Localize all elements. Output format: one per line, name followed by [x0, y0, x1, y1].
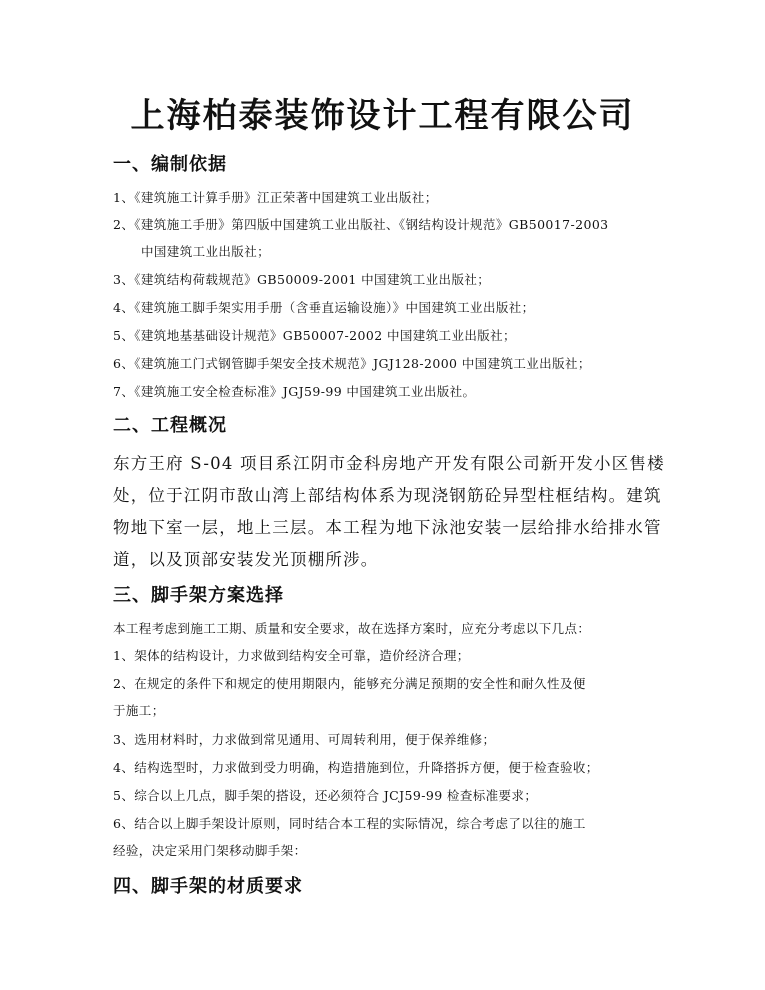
company-title: 上海柏泰装饰设计工程有限公司 [130, 96, 635, 136]
plan-line-3: 3、选用材料时，力求做到常见通用、可周转利用，便于保养维修； [113, 732, 496, 747]
section-heading-scaffold-plan: 三、脚手架方案选择 [113, 585, 284, 606]
overview-line-3: 物地下室一层，地上三层。本工程为地下泳池安装一层给排水给排水管 [113, 518, 662, 537]
section-heading-overview: 二、工程概况 [113, 415, 227, 436]
basis-line-4: 4、《建筑施工脚手架实用手册（含垂直运输设施）》中国建筑工业出版社； [113, 300, 535, 315]
basis-line-2: 2、《建筑施工手册》第四版中国建筑工业出版社、《钢结构设计规范》GB50017-2003 [113, 217, 609, 232]
basis-line-3: 3、《建筑结构荷载规范》GB50009-2001 中国建筑工业出版社； [113, 272, 491, 287]
section-heading-material: 四、脚手架的材质要求 [113, 876, 303, 897]
basis-line-5: 5、《建筑地基基础设计规范》GB50007-2002 中国建筑工业出版社； [113, 328, 516, 343]
basis-line-7: 7、《建筑施工安全检查标准》JGJ59-99 中国建筑工业出版社。 [113, 384, 476, 399]
plan-line-4: 4、结构选型时，力求做到受力明确，构造措施到位，升降搭拆方便，便于检查验收； [113, 760, 599, 775]
plan-line-1: 1、架体的结构设计，力求做到结构安全可靠，造价经济合理； [113, 648, 470, 663]
section-heading-basis: 一、编制依据 [113, 154, 227, 175]
overview-line-4: 道，以及顶部安装发光顶棚所涉。 [113, 550, 379, 569]
plan-line-6: 6、结合以上脚手架设计原则，同时结合本工程的实际情况，综合考虑了以往的施工 [113, 816, 586, 831]
plan-line-intro: 本工程考虑到施工工期、质量和安全要求，故在选择方案时，应充分考虑以下几点： [113, 621, 591, 636]
basis-line-6: 6、《建筑施工门式钢管脚手架安全技术规范》JGJ128-2000 中国建筑工业出版社； [113, 356, 591, 371]
basis-line-2-cont: 中国建筑工业出版社； [141, 244, 271, 259]
overview-line-1: 东方王府 S-04 项目系江阴市金科房地产开发有限公司新开发小区售楼 [113, 454, 665, 473]
plan-line-5: 5、综合以上几点，脚手架的搭设，还必须符合 JCJ59-99 检查标准要求； [113, 788, 538, 803]
overview-line-2: 处，位于江阴市敔山湾上部结构体系为现浇钢筋砼异型柱框结构。建筑 [113, 486, 662, 505]
plan-line-2-cont: 于施工； [113, 703, 165, 718]
plan-line-6-cont: 经验，决定采用门架移动脚手架： [113, 843, 307, 858]
plan-line-2: 2、在规定的条件下和规定的使用期限内，能够充分满足预期的安全性和耐久性及便 [113, 676, 586, 691]
basis-line-1: 1、《建筑施工计算手册》江正荣著中国建筑工业出版社； [113, 190, 438, 205]
